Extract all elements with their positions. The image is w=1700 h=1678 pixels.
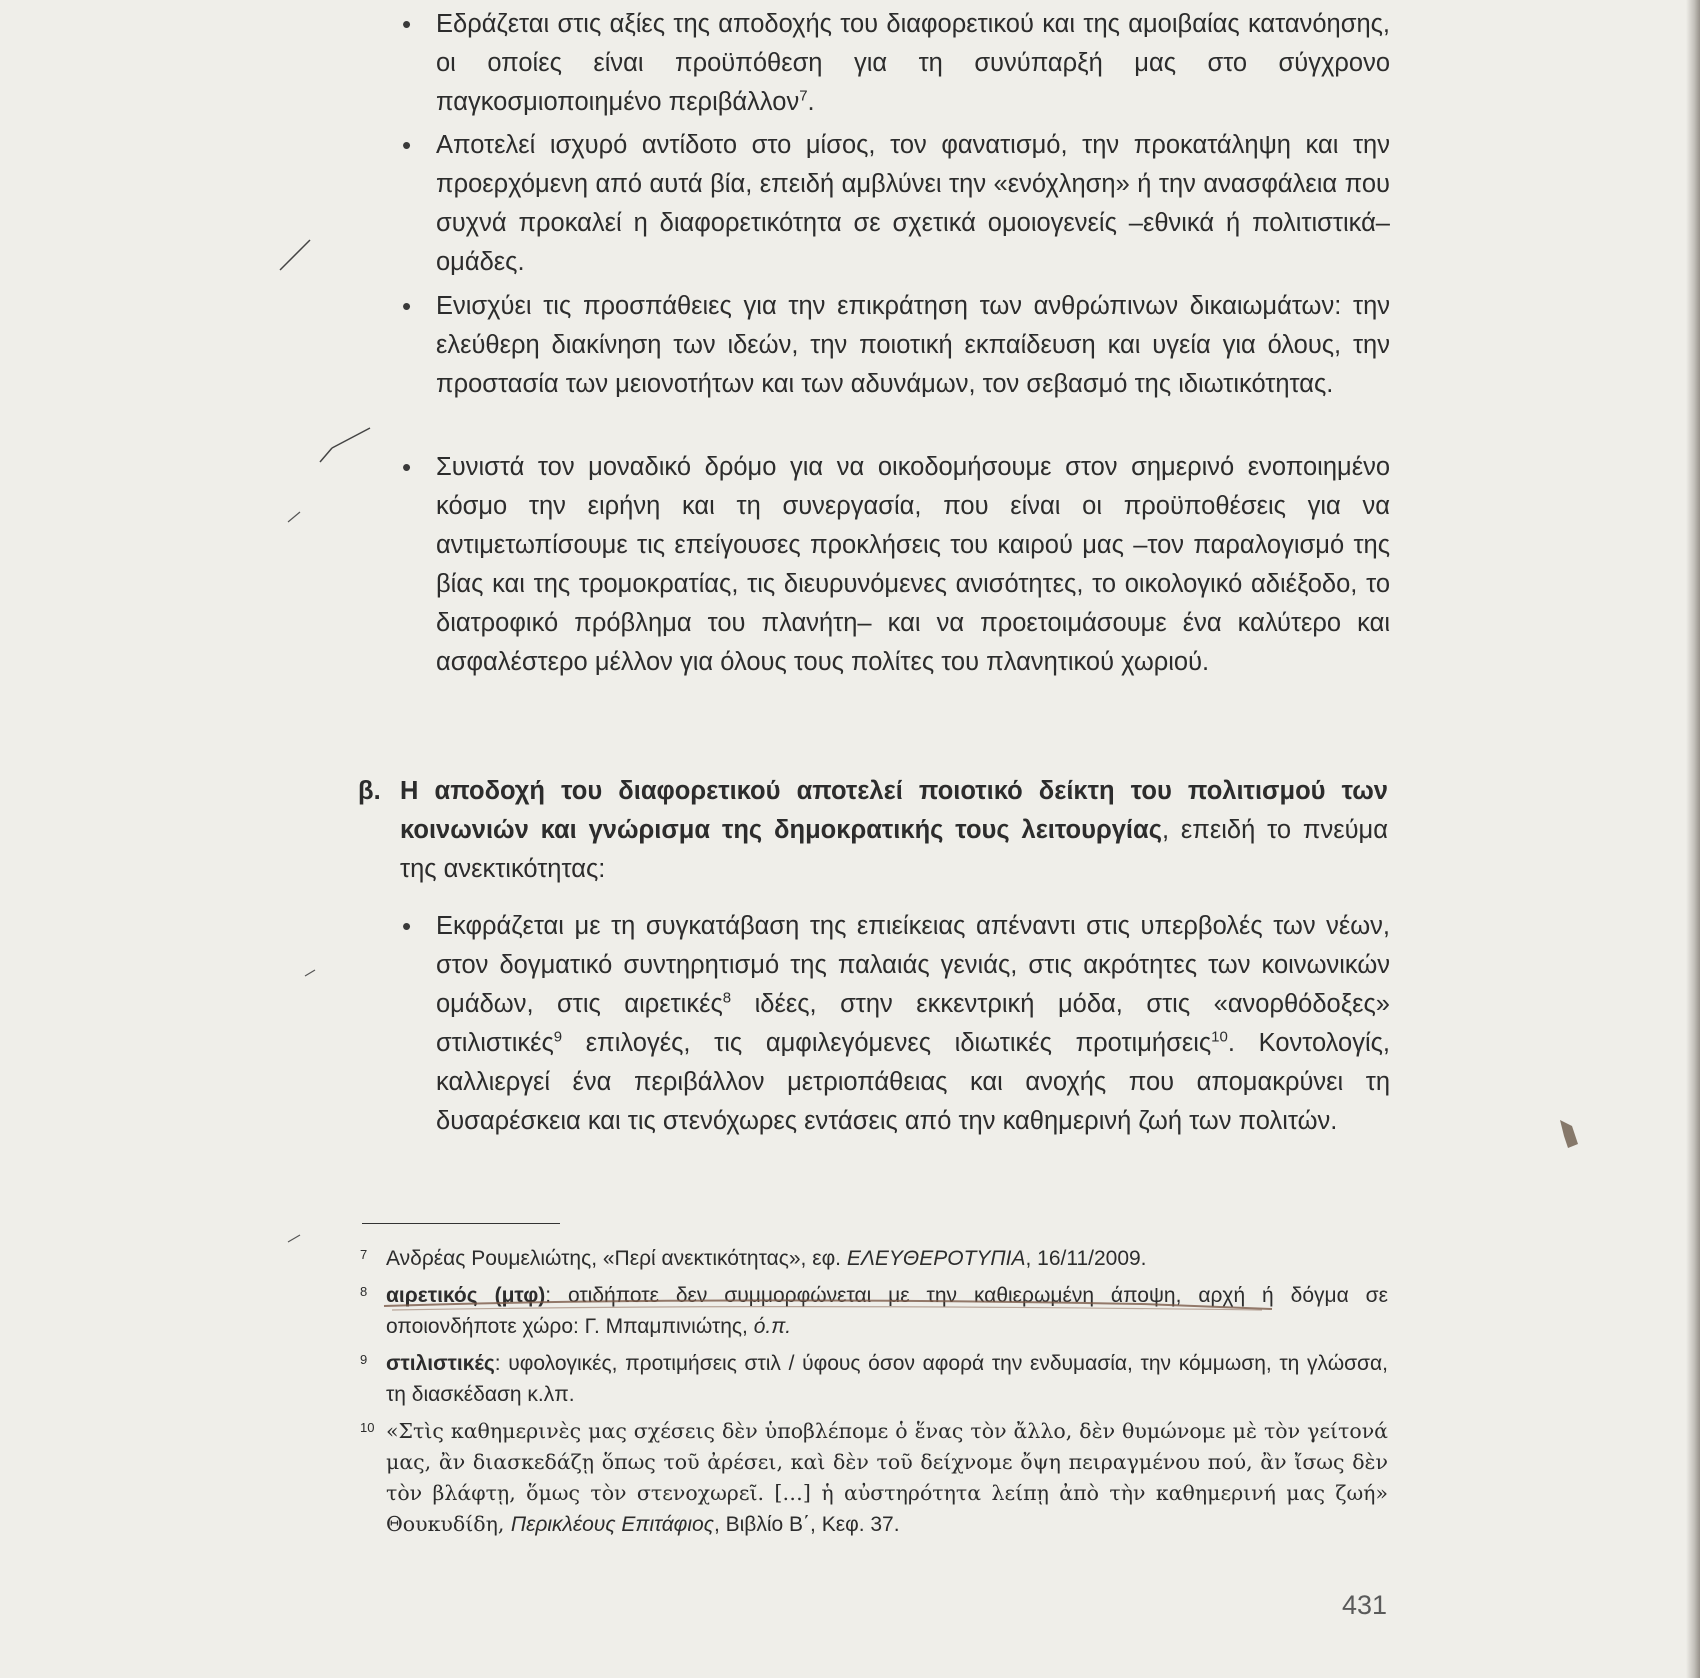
footnote-7 <box>360 1243 1388 1274</box>
list-item <box>400 5 1390 117</box>
bullet-icon: • <box>402 291 412 321</box>
footnote-italic: Περικλέους Επιτάφιος <box>510 1513 714 1536</box>
footnote-ref[interactable]: 7 <box>799 87 808 105</box>
list-item-text: . Κοντολογίς, καλλιεργεί ένα περιβάλλον μετριοπάθειας και ανοχής που απομακρύνει τη δυσαρέσκεια και τις στενόχωρες εντάσεις από την καθημερινή ζωή των πολιτών. <box>436 1029 1390 1135</box>
list-item-text: Συνιστά τον μοναδικό δρόμο για να οικοδομήσουμε στον σημερινό ενοποιημένο κόσμο την ειρήνη και τη συνεργασία, που είναι οι προϋποθέσεις για να αντιμετωπίσουμε τις επείγουσες προκλήσεις του καιρού μας –τον παραλογισμό της βίας και της τρομοκρατίας, τις διευρυνόμενες ανισότητες, το οικολογικό αδιέξοδο, το διατροφικό πρόβλημα του πλανήτη– και να προετοιμάσουμε ένα καλύτερο και ασφαλέστερο μέλλον για όλους τους πολίτες του πλανητικού χωριού. <box>436 453 1390 676</box>
footnote-ref[interactable]: 9 <box>553 1028 563 1046</box>
footnote-text: , 16/11/2009. <box>1025 1247 1147 1270</box>
list-item <box>400 126 1390 278</box>
section-b-paragraph <box>358 772 1388 889</box>
bullet-icon: • <box>402 911 412 941</box>
bullet-icon: • <box>402 130 412 160</box>
list-item <box>400 287 1390 439</box>
footnote-term: στιλιστικές <box>386 1352 495 1375</box>
footnote-text: : οτιδήποτε δεν συμμορφώνεται με την καθιερωμένη άποψη, αρχή ή δόγμα σε οποιονδήποτε χώρο: Γ. Μπαμπινιώτης, <box>386 1284 1388 1338</box>
footnote-number: 7 <box>360 1247 368 1262</box>
footnote-text: : υφολογικές, προτιμήσεις στιλ / ύφους όσον αφορά την ενδυμασία, την κόμμωση, τη γλώσσα, τη διασκέδαση κ.λπ. <box>386 1352 1388 1406</box>
page-edge-shadow <box>1686 0 1700 1678</box>
footnote-9 <box>360 1348 1388 1410</box>
list-item <box>400 907 1390 1141</box>
footnote-text: Ανδρέας Ρουμελιώτης, «Περί ανεκτικότητας», εφ. <box>386 1247 847 1270</box>
pencil-margin-marks <box>260 200 380 1300</box>
list-item-text: επιλογές, τις αμφιλεγόμενες ιδιωτικές προτιμήσεις <box>562 1029 1212 1057</box>
footnotes <box>360 1243 1388 1546</box>
section-marker: β. <box>358 777 381 805</box>
footnote-text: «Στὶς καθημερινὲς μας σχέσεις δὲν ὑποβλέπομε ὁ ἕνας τὸν ἄλλο, δὲν θυμώνομε μὲ τὸν γείτονά μας, ἂν διασκεδάζῃ ὅπως τοῦ ἀρέσει, καὶ δὲν τοῦ δείχνομε ὄψη πειραγμένου πού, ἂν ἴσως δὲν τὸν βλάφτῃ, ὅμως τὸν στενοχωρεῖ. […] ἡ αὐστηρότητα λείπῃ ἀπὸ τὴν καθημερινή μας ζωή» Θουκυδίδη, <box>386 1419 1388 1536</box>
footnote-ref[interactable]: 8 <box>722 989 732 1007</box>
bullet-icon: • <box>402 9 412 39</box>
bullet-icon: • <box>402 452 412 482</box>
list-item <box>400 448 1390 678</box>
paper-speck <box>1556 1116 1582 1150</box>
list-item-text: ιδέες, στην εκκεντρική μόδα, στις «ανορθόδοξες» στιλιστικές <box>436 990 1390 1057</box>
tolerance-bullet-list-a <box>400 5 1390 687</box>
footnote-number: 10 <box>360 1420 375 1435</box>
section-heading-bold: Η αποδοχή του διαφορετικού αποτελεί ποιοτικό δείκτη του πολιτισμού των κοινωνιών και γνώρισμα της δημοκρατικής τους λειτουργίας <box>400 777 1388 844</box>
footnote-number: 9 <box>360 1352 368 1367</box>
footnote-term: αιρετικός (μτφ) <box>386 1284 546 1307</box>
footnote-10 <box>360 1416 1388 1540</box>
list-item-text: Αποτελεί ισχυρό αντίδοτο στο μίσος, τον φανατισμό, την προκατάληψη και την προερχόμενη από αυτά βία, επειδή αμβλύνει την «ενόχληση» ή την ανασφάλεια που συχνά προκαλεί η διαφορετικότητα σε σχετικά ομοιογενείς –εθνικά ή πολιτιστικά– ομάδες. <box>436 131 1390 276</box>
footnote-ref[interactable]: 10 <box>1211 1028 1228 1046</box>
footnote-italic: ΕΛΕΥΘΕΡΟΤΥΠΙΑ <box>846 1247 1026 1270</box>
pencil-underline-mark <box>382 1296 1282 1322</box>
list-item-text: Εκφράζεται με τη συγκατάβαση της επιείκειας απέναντι στις υπερβολές των νέων, στον δογματικό συντηρητισμό της παλαιάς γενιάς, στις ακρότητες των κοινωνικών ομάδων, στις αιρετικές <box>436 912 1390 1018</box>
footnote-separator <box>362 1223 560 1224</box>
footnote-italic: ό.π. <box>753 1315 792 1338</box>
section-heading-rest: , επειδή το πνεύμα της ανεκτικότητας: <box>400 816 1388 883</box>
list-item-text: Εδράζεται στις αξίες της αποδοχής του διαφορετικού και της αμοιβαίας κατανόησης, οι οποίες είναι προϋπόθεση για τη συνύπαρξή μας στο σύγχρονο παγκοσμιοποιημένο περιβάλλον <box>436 10 1390 116</box>
footnote-text: , Βιβλίο Β΄, Κεφ. 37. <box>713 1513 900 1536</box>
sentence-end: . <box>807 88 815 116</box>
footnote-number: 8 <box>360 1284 368 1299</box>
tolerance-bullet-list-b <box>400 907 1390 1141</box>
list-item-text: Ενισχύει τις προσπάθειες για την επικράτηση των ανθρώπινων δικαιωμάτων: την ελεύθερη διακίνηση των ιδεών, την ποιοτική εκπαίδευση και υγεία για όλους, την προστασία των μειονοτήτων και των αδυνάμων, τον σεβασμό της ιδιωτικότητας. <box>436 292 1390 398</box>
page-number: 431 <box>1342 1590 1388 1620</box>
